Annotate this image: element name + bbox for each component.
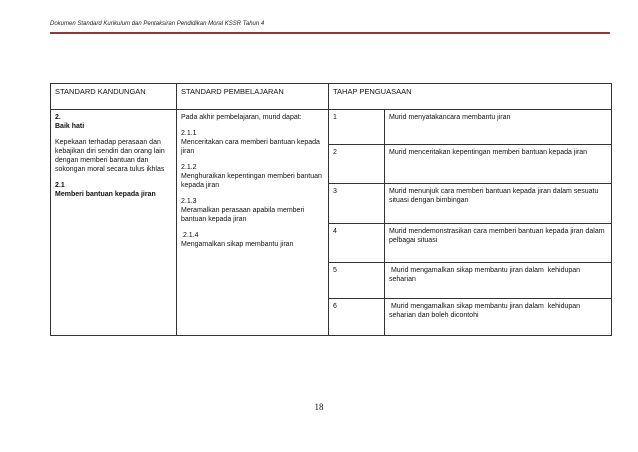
pembelajaran-code: 2.1.3 bbox=[181, 198, 197, 205]
tahap-description: Murid menceritakan kepentingan memberi bantuan kepada jiran bbox=[385, 145, 612, 184]
tahap-level: 1 bbox=[329, 110, 385, 145]
document-header: Dokumen Standard Kurikulum dan Pentaksiran Pendidikan Moral KSSR Tahun 4 bbox=[50, 21, 265, 27]
standard-pembelajaran-cell bbox=[177, 110, 329, 336]
header-standard-pembelajaran: STANDARD PEMBELAJARAN bbox=[177, 84, 329, 110]
tahap-description: Murid mengamalkan sikap membantu jiran dalam kehidupan seharian dan boleh dicontohi bbox=[385, 299, 612, 336]
tahap-description: Murid menyatakancara membantu jiran bbox=[385, 110, 612, 145]
kandungan-title: Baik hati bbox=[55, 123, 85, 130]
kandungan-sub-title: Memberi bantuan kepada jiran bbox=[55, 191, 156, 198]
pembelajaran-text: Mengamalkan sikap membantu jiran bbox=[181, 241, 294, 248]
kandungan-description: Kepekaan terhadap perasaan dan kebajikan diri sendiri dan orang lain dengan memberi bantuan dan sokongan moral secara tulus ikhlas bbox=[55, 139, 165, 173]
pembelajaran-code: 2.1.4 bbox=[181, 232, 199, 239]
tahap-level: 6 bbox=[329, 299, 385, 336]
tahap-level: 4 bbox=[329, 224, 385, 263]
kandungan-sub-number: 2.1 bbox=[55, 182, 65, 189]
pembelajaran-code: 2.1.1 bbox=[181, 130, 197, 137]
tahap-level: 2 bbox=[329, 145, 385, 184]
header-standard-kandungan: STANDARD KANDUNGAN bbox=[51, 84, 177, 110]
header-tahap-penguasaan: TAHAP PENGUASAAN bbox=[329, 84, 612, 110]
header-rule bbox=[50, 32, 610, 34]
pembelajaran-text: Menghuraikan kepentingan memberi bantuan kepada jiran bbox=[181, 173, 322, 189]
tahap-description: Murid mendemonstrasikan cara memberi bantuan kepada jiran dalam pelbagai situasi bbox=[385, 224, 612, 263]
pembelajaran-text: Meramalkan perasaan apabila memberi bantuan kepada jiran bbox=[181, 207, 305, 223]
pembelajaran-item bbox=[181, 163, 324, 190]
pembelajaran-code: 2.1.2 bbox=[181, 164, 197, 171]
curriculum-table bbox=[50, 83, 612, 336]
kandungan-number: 2. bbox=[55, 114, 61, 121]
pembelajaran-item bbox=[181, 129, 324, 156]
tahap-description: Murid menunjuk cara memberi bantuan kepada jiran dalam sesuatu situasi dengan bimbingan bbox=[385, 184, 612, 224]
pembelajaran-item bbox=[181, 231, 324, 249]
page-number: 18 bbox=[314, 402, 324, 412]
tahap-level: 3 bbox=[329, 184, 385, 224]
tahap-level: 5 bbox=[329, 263, 385, 299]
pembelajaran-item bbox=[181, 197, 324, 224]
tahap-description: Murid mengamalkan sikap membantu jiran dalam kehidupan seharian bbox=[385, 263, 612, 299]
pembelajaran-text: Menceritakan cara memberi bantuan kepada jiran bbox=[181, 139, 320, 155]
pembelajaran-intro: Pada akhir pembelajaran, murid dapat: bbox=[181, 114, 302, 121]
standard-kandungan-cell bbox=[51, 110, 177, 336]
